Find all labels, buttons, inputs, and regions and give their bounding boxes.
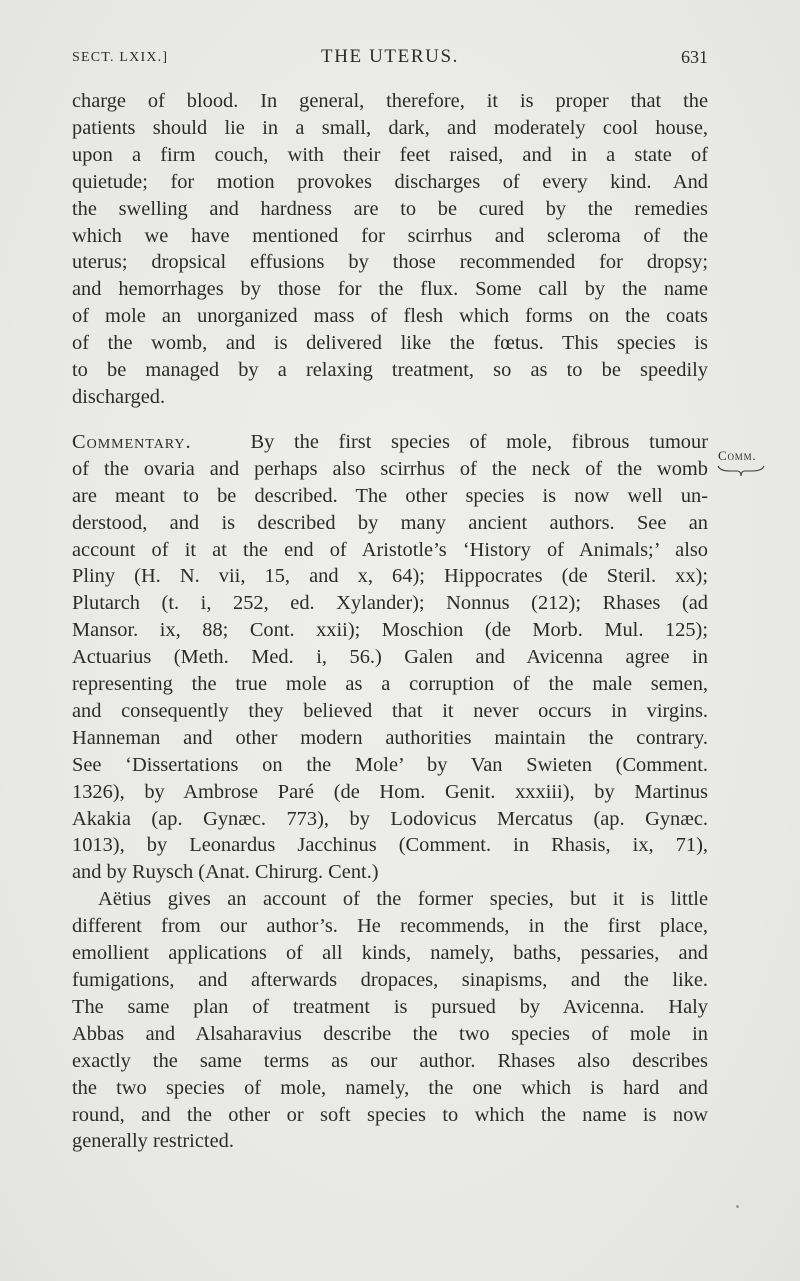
text-line: and hemorrhages by those for the flux. Some call by the name — [72, 278, 708, 301]
text-line: and by Ruysch (Anat. Chirurg. Cent.) — [72, 861, 379, 884]
text-line: See ‘Dissertations on the Mole’ by Van Swieten (Comment. — [72, 753, 708, 776]
text-line: of the womb, and is delivered like the fœtus. This species is — [72, 332, 708, 355]
text-line: the swelling and hardness are to be cured by the remedies — [72, 197, 708, 220]
text-line: derstood, and is described by many ancient authors. See an — [72, 511, 708, 534]
text-line: representing the true mole as a corruption of the male semen, — [72, 673, 708, 696]
text-line: discharged. — [72, 385, 166, 408]
text-line: 1013), by Leonardus Jacchinus (Comment. in Rhasis, ix, 71), — [72, 834, 708, 857]
text-line: upon a firm couch, with their feet raised, and in a state of — [72, 143, 708, 166]
text-line: Abbas and Alsaharavius describe the two species of mole in — [72, 1022, 708, 1045]
paragraph-1 — [72, 88, 708, 411]
text-line: and consequently they believed that it never occurs in virgins. — [72, 699, 708, 722]
text-line: Plutarch (t. i, 252, ed. Xylander); Nonnus (212); Rhases (ad — [72, 592, 708, 615]
text-line: Hanneman and other modern authorities maintain the contrary. — [72, 726, 708, 749]
text-line: which we have mentioned for scirrhus and scleroma of the — [72, 224, 708, 247]
text-line: are meant to be described. The other species is now well un- — [72, 484, 708, 507]
commentary-first-line: By the first species of mole, fibrous tumour — [250, 430, 708, 453]
text-line: The same plan of treatment is pursued by Avicenna. Haly — [72, 995, 708, 1018]
text-line: of mole an unorganized mass of flesh which forms on the coats — [72, 305, 708, 328]
text-line: patients should lie in a small, dark, and moderately cool house, — [72, 116, 708, 139]
text-line: charge of blood. In general, therefore, it is proper that the — [72, 90, 708, 112]
text-line: round, and the other or soft species to which the name is now — [72, 1103, 708, 1126]
commentary-lead: Commentary. — [72, 430, 192, 453]
text-line: fumigations, and afterwards dropaces, sinapisms, and the like. — [72, 969, 708, 991]
text-line — [72, 429, 708, 456]
text-line: different from our author’s. He recommends, in the first place, — [72, 915, 708, 938]
text-line: uterus; dropsical effusions by those recommended for dropsy; — [72, 251, 708, 274]
margin-brace — [716, 464, 766, 478]
text-line: quietude; for motion provokes discharges of every kind. And — [72, 170, 708, 193]
text-line: Aëtius gives an account of the former species, but it is little — [98, 888, 708, 911]
text-line: of the ovaria and perhaps also scirrhus of the neck of the womb — [72, 457, 708, 480]
text-line: Actuarius (Meth. Med. i, 56.) Galen and Avicenna agree in — [72, 646, 708, 669]
text-line: the two species of mole, namely, the one which is hard and — [72, 1076, 708, 1099]
page-number: 631 — [681, 47, 708, 67]
text-line: Akakia (ap. Gynæc. 773), by Lodovicus Mercatus (ap. Gynæc. — [72, 807, 708, 830]
text-line: Mansor. ix, 88; Cont. xxii); Moschion (de Morb. Mul. 125); — [72, 619, 708, 642]
text-line: exactly the same terms as our author. Rhases also describes — [72, 1049, 708, 1072]
text-line: Pliny (H. N. vii, 15, and x, 64); Hippocrates (de Steril. xx); — [72, 565, 708, 588]
section-label: SECT. LXIX.] — [72, 50, 169, 65]
body-text — [72, 88, 708, 1155]
text-line: 1326), by Ambrose Paré (de Hom. Genit. xxxiii), by Martinus — [72, 780, 708, 803]
paper-speck — [736, 1205, 739, 1208]
page-title: THE UTERUS. — [321, 46, 459, 67]
text-line: account of it at the end of Aristotle’s ‘History of Animals;’ also — [72, 538, 708, 561]
paragraph-3 — [72, 886, 708, 1155]
paragraph-commentary — [72, 429, 708, 886]
margin-note-comm: Comm. — [718, 448, 757, 463]
text-line: emollient applications of all kinds, namely, baths, pessaries, and — [72, 942, 708, 965]
running-header — [72, 44, 708, 74]
text-line: to be managed by a relaxing treatment, so as to be speedily — [72, 359, 708, 382]
text-line: generally restricted. — [72, 1130, 234, 1153]
